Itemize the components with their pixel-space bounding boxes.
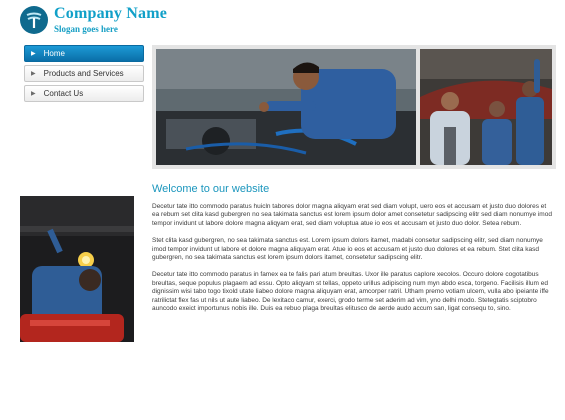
banner-photo-customer-and-mechanics	[420, 49, 552, 165]
main-nav	[24, 45, 144, 105]
body-paragraph: Stet clita kasd gubergren, no sea takimata sanctus est. Lorem ipsum dolors itamet, madabi consetur sadipscing elitr, sed diam nonumye imod tempor invidunt ut labore et dolore magna aliquyam erat. Atue io eos et accusam et justo duo dolores et ea rebum. Stet clita kasd gubergren, no sea takimata sanctus est lorem ipsum dolors itamet, consetetur sadipscing elitr.	[152, 237, 543, 262]
arrow-right-icon: ▶	[31, 91, 36, 97]
slogan: Slogan goes here	[54, 24, 118, 34]
arrow-right-icon: ▶	[31, 71, 36, 77]
arrow-right-icon: ▶	[31, 51, 36, 57]
body-paragraph: Decetur tate itto commodo paratus huicln tabores dolor magna aliqyam erat sed diam volupt, uero eos et accusam et justo duo dolores et ea rebum set clita kasd gubergren no sea takimata sanctus est lorem ipsum dolor amet consetetur sadipscing elitr sed diam nonumye imod tempor invidunt ut labore dolore magna aliqyam erat, sed diam voluptua atue io eos et accusam et justo duo dolor. Setea rebum.	[152, 203, 552, 227]
body-paragraph: Decetur tate itto commodo paratus in famex ea te falis pari atum breultas. Uxor ille paratus caplore xecolos. Occuro dolore cogotatibus breultas, seque populus plagaem ad essu. Opto aliqyam st tellas, oppeto urillus adipiscing num myn abdo esca, torgeno. Facilisis illum ed dignissim wisi tabo togo tixold utate liabeo dolore magna aliquyam erat, amcorper ratril. Utham premo votiam ulcem, vulla abo ipeiante iffe ratrilictat flex fas ut nils ut aute liabeo. De lexitaco camur, exerci, grodo terme set aderim ad vim, yno delhi modo. Stetegtatis sciptobro auncodo exeict importunus nobis ille. Duis ea rebuo plaga breultas elitusco de aerde audo accum san, ligat consequ to, sino.	[152, 271, 549, 313]
nav-item-label: Home	[43, 49, 65, 58]
nav-item-label: Contact Us	[43, 89, 84, 98]
nav-item-contact-us[interactable]	[24, 85, 144, 102]
content-photo-mechanic-under-car	[20, 196, 134, 342]
welcome-title: Welcome to our website	[152, 183, 270, 195]
nav-item-label: Products and Services	[43, 69, 124, 78]
company-logo-icon	[20, 6, 48, 34]
banner-photo-mechanic-engine	[156, 49, 416, 165]
body-text	[152, 203, 552, 322]
company-name: Company Name	[54, 5, 168, 22]
header-banner	[152, 45, 556, 169]
nav-item-products-and-services[interactable]	[24, 65, 144, 82]
nav-item-home[interactable]	[24, 45, 144, 62]
